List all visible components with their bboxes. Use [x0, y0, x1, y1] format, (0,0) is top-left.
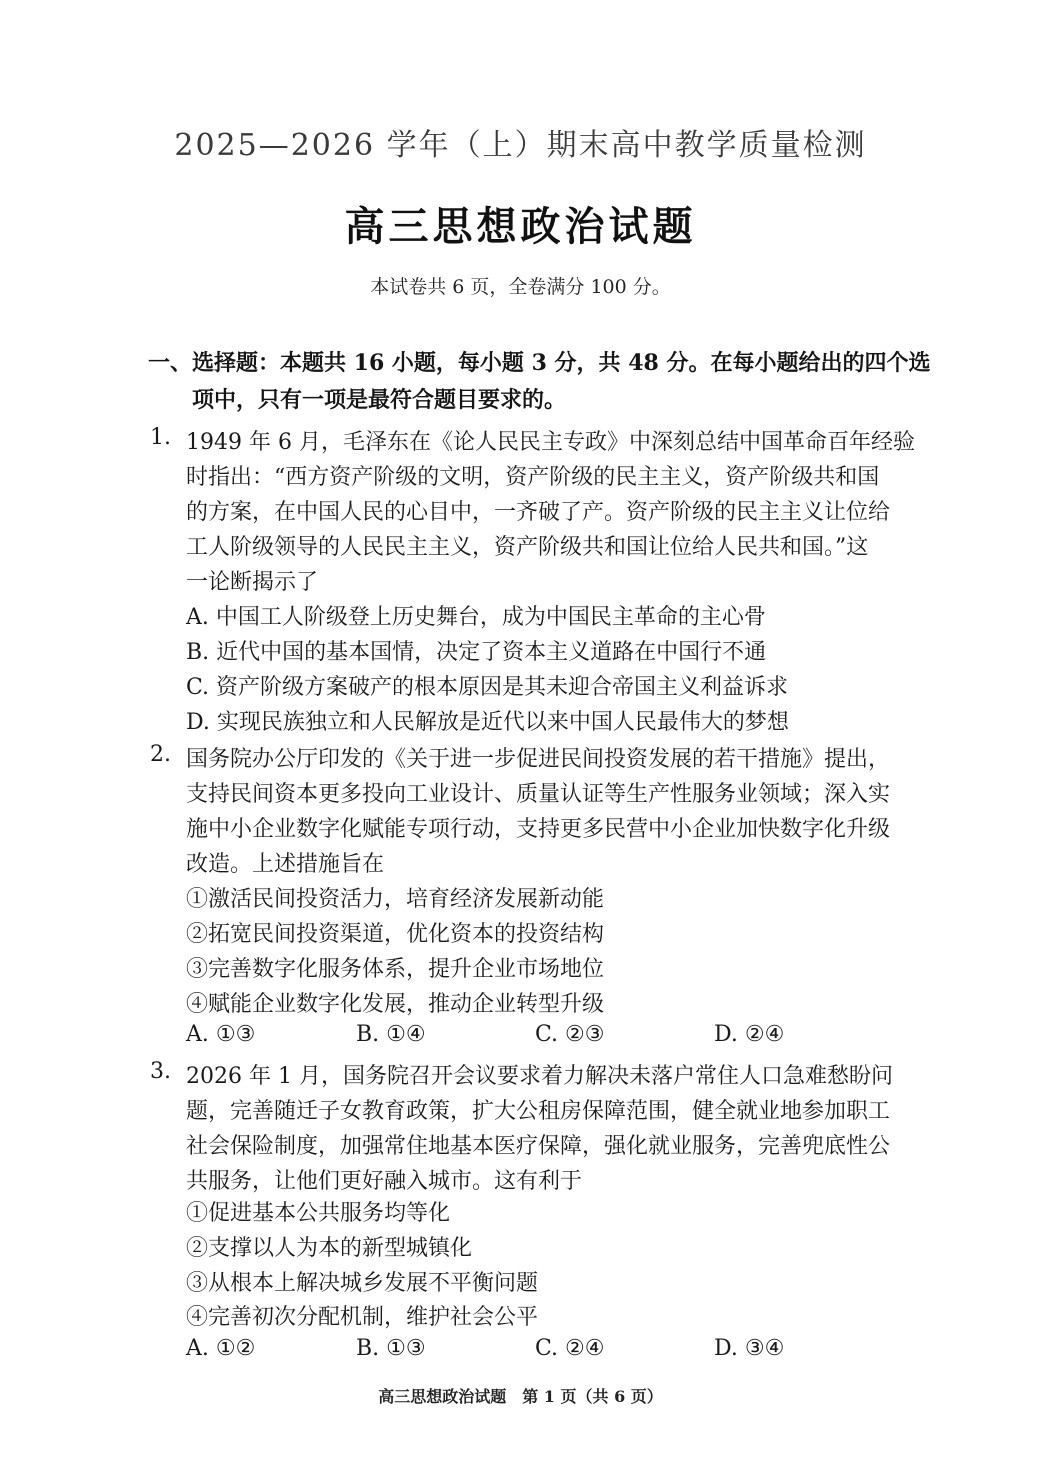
question-3-choice-d: D. ③④ [714, 1336, 785, 1361]
page-footer: 高三思想政治试题 第 1 页（共 6 页） [378, 1387, 663, 1406]
question-3-item-2: ②支撑以人为本的新型城镇化 [186, 1236, 473, 1261]
question-3-item-4: ④完善初次分配机制，维护社会公平 [186, 1305, 539, 1330]
question-3-line: 2026 年 1 月，国务院召开会议要求着力解决未落户常住人口急难愁盼问 [186, 1064, 893, 1089]
question-3-choice-a: A. ①② [186, 1336, 256, 1361]
question-3-item-1: ①促进基本公共服务均等化 [186, 1201, 451, 1226]
question-1-line: 一论断揭示了 [186, 570, 319, 595]
question-3-line: 共服务，让他们更好融入城市。这有利于 [186, 1169, 583, 1194]
question-3-line: 社会保险制度，加强常住地基本医疗保障，强化就业服务，完善兜底性公 [186, 1134, 891, 1159]
question-3-number: 3. [150, 1059, 171, 1084]
subject-title: 高三思想政治试题 [344, 203, 697, 250]
question-2-item-1: ①激活民间投资活力，培育经济发展新动能 [186, 887, 605, 912]
question-2-item-2: ②拓宽民间投资渠道，优化资本的投资结构 [186, 922, 605, 947]
question-3-choice-b: B. ①③ [356, 1336, 426, 1361]
paper-info: 本试卷共 6 页，全卷满分 100 分。 [370, 276, 671, 298]
question-1-number: 1. [150, 425, 171, 450]
question-1-option-c: C. 资产阶级方案破产的根本原因是其未迎合帝国主义利益诉求 [186, 675, 789, 700]
question-2-line: 支持民间资本更多投向工业设计、质量认证等生产性服务业领域；深入实 [186, 782, 891, 807]
question-3-item-3: ③从根本上解决城乡发展不平衡问题 [186, 1271, 539, 1296]
question-1-option-a: A. 中国工人阶级登上历史舞台，成为中国民主革命的主心骨 [186, 605, 766, 630]
question-1-line: 的方案，在中国人民的心目中，一齐破了产。资产阶级的民主主义让位给 [186, 500, 891, 525]
exam-title: 2025—2026 学年（上）期末高中教学质量检测 [174, 128, 867, 163]
question-2-choice-c: C. ②③ [535, 1022, 605, 1047]
question-2-item-4: ④赋能企业数字化发展，推动企业转型升级 [186, 992, 605, 1017]
section-heading-line-1: 一、选择题：本题共 16 小题，每小题 3 分，共 48 分。在每小题给出的四个选 [148, 350, 931, 376]
question-1-line: 1949 年 6 月，毛泽东在《论人民民主专政》中深刻总结中国革命百年经验 [186, 430, 915, 455]
question-1-line: 时指出：“西方资产阶级的文明，资产阶级的民主主义，资产阶级共和国 [186, 465, 880, 490]
question-2-choice-b: B. ①④ [356, 1022, 426, 1047]
question-1-option-d: D. 实现民族独立和人民解放是近代以来中国人民最伟大的梦想 [186, 710, 789, 735]
question-1-option-b: B. 近代中国的基本国情，决定了资本主义道路在中国行不通 [186, 640, 767, 665]
section-heading-line-2: 项中，只有一项是最符合题目要求的。 [192, 387, 567, 413]
question-2-choice-d: D. ②④ [714, 1022, 785, 1047]
question-2-line: 施中小企业数字化赋能专项行动，支持更多民营中小企业加快数字化升级 [186, 817, 891, 842]
question-2-choice-a: A. ①③ [186, 1022, 256, 1047]
question-1-line: 工人阶级领导的人民民主主义，资产阶级共和国让位给人民共和国。”这 [186, 535, 869, 560]
question-2-number: 2. [150, 742, 171, 767]
question-2-item-3: ③完善数字化服务体系，提升企业市场地位 [186, 957, 605, 982]
question-3-choice-c: C. ②④ [535, 1336, 605, 1361]
question-3-line: 题，完善随迁子女教育政策，扩大公租房保障范围，健全就业地参加职工 [186, 1099, 891, 1124]
question-2-line: 国务院办公厅印发的《关于进一步促进民间投资发展的若干措施》提出， [186, 747, 891, 772]
question-2-line: 改造。上述措施旨在 [186, 852, 385, 877]
